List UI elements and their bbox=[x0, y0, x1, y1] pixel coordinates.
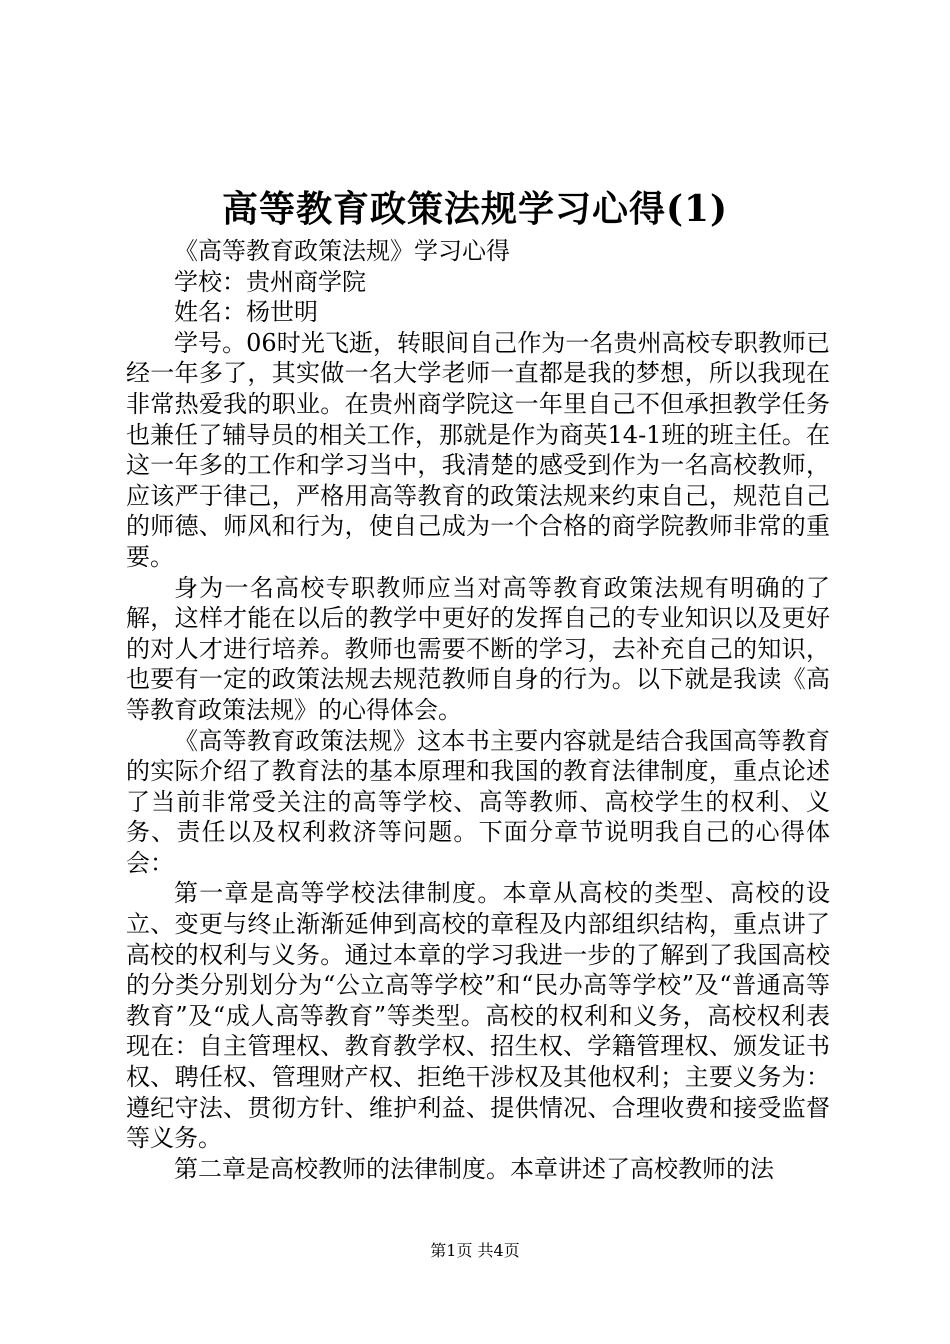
page-footer: 第1页 共4页 bbox=[430, 1241, 520, 1260]
paragraph-purpose: 身为一名高校专职教师应当对高等教育政策法规有明确的了解，这样才能在以后的教学中更好的发挥自己的专业知识以及更好的对人才进行培养。教师也需要不断的学习，去补充自己的知识，也要有一定的政策法规去规范教师自身的行为。以下就是我读《高等教育政策法规》的心得体会。 bbox=[126, 573, 830, 724]
document-title: 高等教育政策法规学习心得(1) bbox=[221, 188, 729, 230]
paragraph-chapter-one: 第一章是高等学校法律制度。本章从高校的类型、高校的设立、变更与终止渐渐延伸到高校的章程及内部组织结构，重点讲了高校的权利与义务。通过本章的学习我进一步的了解到了我国高校的分类分别划分为“公立高等学校”和“民办高等学校”及“普通高等教育”及“成人高等教育”等类型。高校的权利和义务，高校权利表现在：自主管理权、教育教学权、招生权、学籍管理权、颁发证书权、聘任权、管理财产权、拒绝干涉权及其他权利；主要义务为：遵纪守法、贯彻方针、维护利益、提供情况、合理收费和接受监督等义务。 bbox=[126, 879, 830, 1153]
paragraph-name: 姓名：杨世明 bbox=[174, 298, 318, 327]
paragraph-chapter-two: 第二章是高校教师的法律制度。本章讲述了高校教师的法 bbox=[174, 1154, 774, 1183]
paragraph-book-heading: 《高等教育政策法规》学习心得 bbox=[174, 237, 510, 265]
paragraph-book-summary: 《高等教育政策法规》这本书主要内容就是结合我国高等教育的实际介绍了教育法的基本原理和我国的教育法律制度，重点论述了当前非常受关注的高等学校、高等教师、高校学生的权利、义务、责任以及权利救济等问题。下面分章节说明我自己的心得体会： bbox=[126, 726, 830, 877]
paragraph-school: 学校：贵州商学院 bbox=[174, 267, 366, 296]
paragraph-intro: 学号。06时光飞逝，转眼间自己作为一名贵州高校专职教师已经一年多了，其实做一名大学老师一直都是我的梦想，所以我现在非常热爱我的职业。在贵州商学院这一年里自己不但承担教学任务也兼任了辅导员的相关工作，那就是作为商英14-1班的班主任。在这一年多的工作和学习当中，我清楚的感受到作为一名高校教师，应该严于律己，严格用高等教育的政策法规来约束自己，规范自己的师德、师风和行为，使自己成为一个合格的商学院教师非常的重要。 bbox=[126, 328, 830, 571]
document-body bbox=[126, 236, 830, 1184]
